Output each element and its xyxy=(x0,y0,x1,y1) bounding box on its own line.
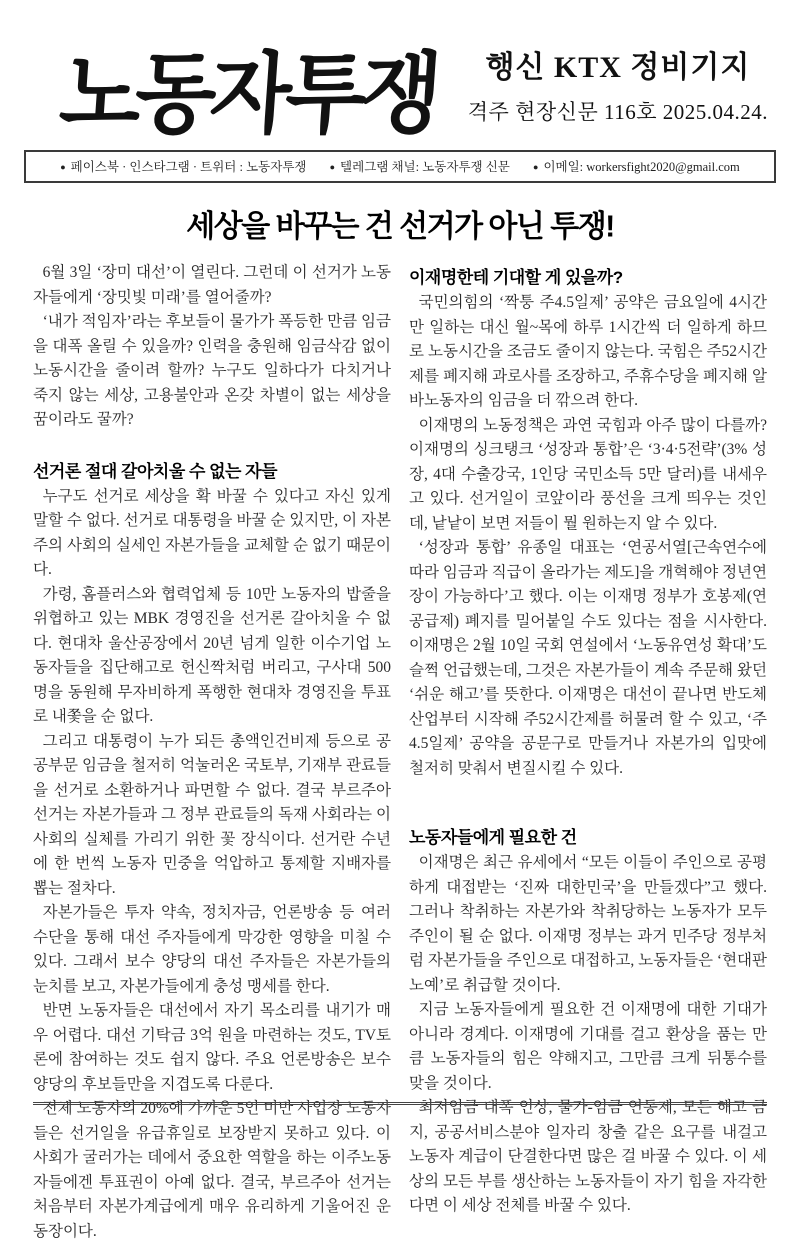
header-right-block xyxy=(468,42,772,136)
paragraph: 국민의힘의 ‘짝퉁 주4.5일제’ 공약은 금요일에 4시간만 일하는 대신 월~목에 하루 1시간씩 더 일하게 하므로 노동시간을 조금도 줄이지 않는다. 국힘은 주52시간제를 폐지해 과로사를 조장하고, 주휴수당을 폐지해 알바노동자의 임금을 더 깎으려 한다. xyxy=(409,294,767,409)
info-item-email xyxy=(533,160,740,174)
paragraph: 그리고 대통령이 누가 되든 총액인건비제 등으로 공공부문 임금을 철저히 억눌러온 국토부, 기재부 관료들을 선거로 소환하거나 파면할 수 없다. 결국 부르주아 선거는 자본가들과 그 정부 관료들의 독재 사회라는 이 사회의 실체를 가리기 위한 꽃 장식이다. 선거란 수년에 한 번씩 노동자 민중을 억압하고 통제할 지배자를 뽑는 절차다. xyxy=(33,732,391,897)
paragraph: 전체 노동자의 20%에 가까운 5인 미만 사업장 노동자들은 선거일을 유급휴일로 보장받지 못하고 있다. 이 사회가 굴러가는 데에서 중요한 역할을 하는 이주노동자들에겐 투표권이 아예 없다. 결국, 부르주아 선거는 처음부터 자본가계급에게 매우 유리하게 기울어진 운동장이다. xyxy=(33,1100,391,1240)
section-heading-leejaemyung: 이재명한테 기대할 게 있을까? xyxy=(409,268,623,287)
info-item-telegram xyxy=(330,160,510,174)
bullet-icon: ● xyxy=(329,162,336,172)
bottom-divider xyxy=(33,1102,767,1105)
paragraph: 최저임금 대폭 인상, 물가-임금 연동제, 모든 해고 금지, 공공서비스분야 일자리 창출 같은 요구를 내걸고 노동자 계급이 단결한다면 많은 걸 바꿀 수 있다. 이 세상의 모든 부를 생산하는 노동자들이 자기 힘을 자각한다면 이 세상 전체를 바꿀 수 있다. xyxy=(409,1099,767,1214)
article-body xyxy=(0,245,800,1240)
left-column xyxy=(33,261,391,1240)
section-heading-workers-need: 노동자들에게 필요한 건 xyxy=(409,828,577,847)
paragraph: 이재명의 노동정책은 과연 국힘과 아주 많이 다를까? 이재명의 싱크탱크 ‘성장과 통합’은 ‘3·4·5전략’(3% 성장, 4대 수출강국, 1인당 국민소득 5만 달러)를 내세우고 있다. 선거일이 코앞이라 풍선을 크게 띄우는 것인데, 낱낱이 보면 저들이 뭘 원하는지 알 수 있다. xyxy=(409,416,767,532)
info-telegram-text: 텔레그램 채널: 노동자투쟁 신문 xyxy=(340,160,510,174)
paragraph: 누구도 선거로 세상을 확 바꿀 수 있다고 자신 있게 말할 수 없다. 선거로 대통령을 바꿀 순 있지만, 이 자본주의 사회의 실세인 자본가들을 교체할 순 없기 때문이다. xyxy=(33,487,391,578)
right-column xyxy=(409,261,767,1214)
edition-title: 행신 KTX 정비기지 xyxy=(485,51,751,84)
paragraph: 가령, 홈플러스와 협력업체 등 10만 노동자의 밥줄을 위협하고 있는 MBK 경영진을 선거론 갈아치울 수 없다. 현대차 울산공장에서 20년 넘게 일한 이수기업 노동자들을 집단해고로 헌신짝처럼 버리고, 구사대 500명을 동원해 무자비하게 폭행한 현대차 경영진을 투표로 내쫓을 순 없다. xyxy=(33,585,391,725)
contact-info-bar xyxy=(24,150,776,183)
paragraph: ‘내가 적임자’라는 후보들이 물가가 폭등한 만큼 임금을 대폭 올릴 수 있을까? 인력을 충원해 임금삭감 없이 노동시간을 줄이려 할까? 누구도 일하다가 다치거나 죽지 않는 세상, 고용불안과 온갖 차별이 없는 세상을 꿈이라도 꿀까? xyxy=(33,313,391,428)
paragraph: 이재명은 최근 유세에서 “모든 이들이 주인으로 공평하게 대접받는 ‘진짜 대한민국’을 만들겠다”고 했다. 그러나 착취하는 자본가와 착취당하는 노동자가 모두 주인이 될 순 없다. 이재명 정부는 과거 민주당 정부처럼 자본가들을 주인으로 대접하고, 노동자들은 ‘현대판 노예’로 취급할 것이다. xyxy=(409,854,767,994)
info-email-text: 이메일: workersfight2020@gmail.com xyxy=(543,160,740,174)
paragraph: 자본가들은 투자 약속, 정치자금, 언론방송 등 여러 수단을 통해 대선 주자들에게 막강한 영향을 미칠 수 있다. 그래서 보수 양당의 대선 주자들은 자본가들의 눈치를 보고, 자본가들에게 충성 맹세를 한다. xyxy=(33,904,391,995)
section-heading-election: 선거론 절대 갈아치울 수 없는 자들 xyxy=(33,461,278,481)
paragraph: 지금 노동자들에게 필요한 건 이재명에 대한 기대가 아니라 경계다. 이재명에 기대를 걸고 환상을 품는 만큼 노동자들의 힘은 약해지고, 그만큼 크게 뒤통수를 맞을 것이다. xyxy=(409,1001,767,1092)
bullet-icon: ● xyxy=(60,162,66,172)
masthead-logo: 노동자투쟁 xyxy=(56,46,440,145)
info-item-sns xyxy=(60,160,306,174)
paragraph: 반면 노동자들은 대선에서 자기 목소리를 내기가 매우 어렵다. 대선 기탁금 3억 원을 마련하는 것도, TV토론에 참여하는 것도 쉽지 않다. 주요 언론방송은 보수양당의 후보들만을 지겹도록 다룬다. xyxy=(33,1002,391,1093)
paragraph: ‘성장과 통합’ 유종일 대표는 ‘연공서열[근속연수에 따라 임금과 직급이 올라가는 제도]을 개혁해야 정년연장이 가능하다’고 했다. 이는 이재명 정부가 호봉제(연공급제) 폐지를 밀어붙일 수도 있다는 점을 시사한다. 이재명은 2월 10일 국회 연설에서 ‘노동유연성 확대’도 슬쩍 언급했는데, 그것은 자본가들이 계속 주문해 왔던 ‘쉬운 해고’를 뜻한다. 이재명은 대선이 끝나면 반도체 산업부터 시작해 주52시간제를 허물려 할 수 있고, ‘주4.5일제’ 공약을 공문구로 만들거나 자본가의 입맛에 철저히 맞춰서 변질시킬 수 있다. xyxy=(409,539,767,777)
article-headline: 세상을 바꾸는 건 선거가 아닌 투쟁! xyxy=(186,209,614,244)
issue-info: 격주 현장신문 116호 2025.04.24. xyxy=(467,100,768,124)
header xyxy=(0,0,800,146)
paragraph: 6월 3일 ‘장미 대선’이 열린다. 그런데 이 선거가 노동자들에게 ‘장밋빛 미래’를 열어줄까? xyxy=(33,264,391,306)
bullet-icon: ● xyxy=(533,162,539,172)
info-sns-text: 페이스북 · 인스타그램 · 트위터 : 노동자투쟁 xyxy=(70,160,307,174)
